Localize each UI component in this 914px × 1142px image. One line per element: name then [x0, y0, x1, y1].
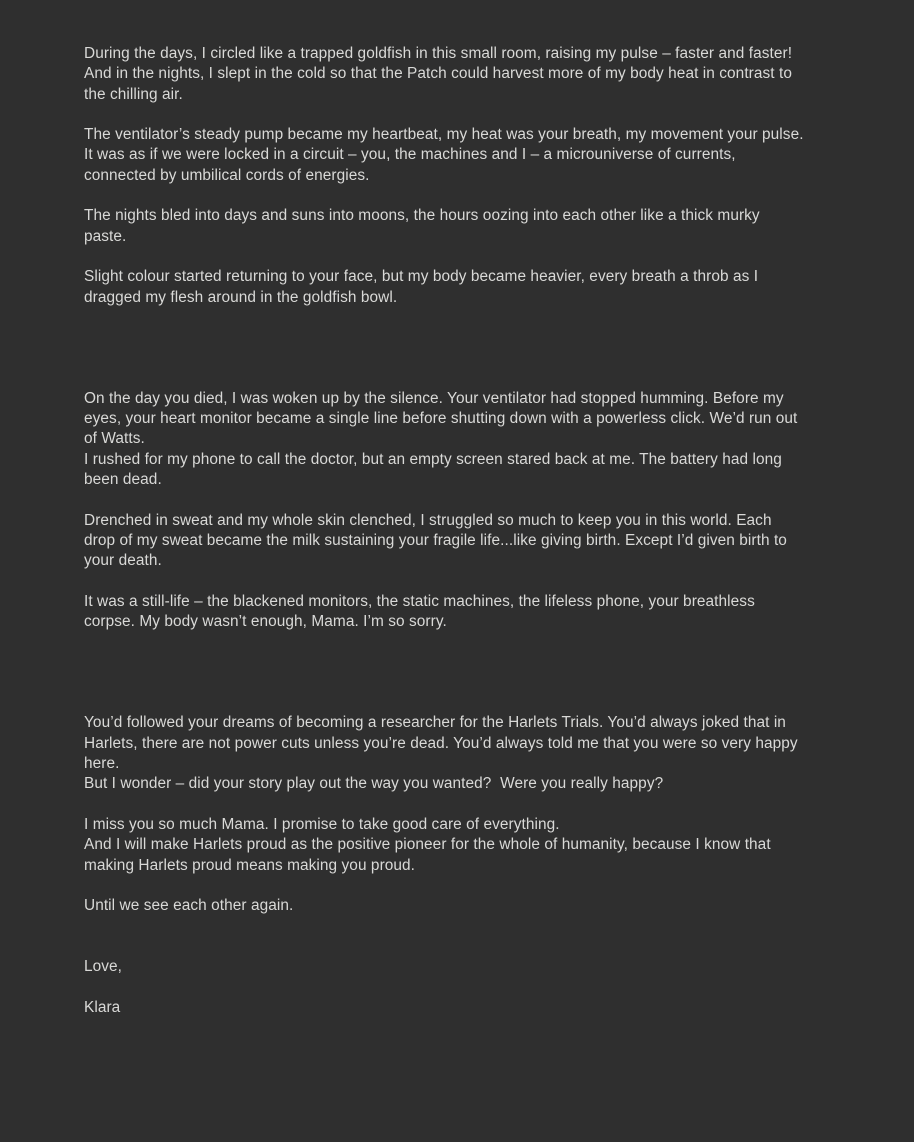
paragraph: And I will make Harlets proud as the positive pioneer for the whole of humanity, because I know that making Harlets proud means making you proud.	[84, 836, 776, 874]
paragraph: I miss you so much Mama. I promise to take good care of everything.	[84, 815, 560, 833]
paragraph: I rushed for my phone to call the doctor, but an empty screen stared back at me. The battery had long been dead.	[84, 450, 787, 489]
paragraph: Slight colour started returning to your face, but my body became heavier, every breath a throb as I dragged my flesh around in the goldfish bowl.	[84, 268, 763, 306]
paragraph: You’d followed your dreams of becoming a researcher for the Harlets Trials. You’d always joked that in Harlets, there are not power cuts unless you’re dead. You’d always told me that you were so very happy here.	[84, 714, 803, 773]
paragraph: Until we see each other again.	[84, 897, 294, 915]
letter-section-3	[84, 713, 804, 1017]
letter-signoff	[84, 957, 804, 1018]
paragraph: On the day you died, I was woken up by the silence. Your ventilator had stopped humming. Before my eyes, your heart monitor became a single line before shutting down with a powerless click. We’d run out of Watts.	[84, 389, 802, 448]
document-body	[84, 44, 808, 1018]
paragraph: During the days, I circled like a trapped goldfish in this small room, raising my pulse – faster and faster! And in the nights, I slept in the cold so that the Patch could harvest more of my body heat in contrast to the chilling air.	[84, 45, 797, 103]
letter-section-1	[84, 44, 808, 308]
paragraph: The ventilator’s steady pump became my heartbeat, my heat was your breath, my movement your pulse. It was as if we were locked in a circuit – you, the machines and I – a microuniverse of currents, connected by umbilical cords of energies.	[84, 126, 808, 184]
paragraph: The nights bled into days and suns into moons, the hours oozing into each other like a thick murky paste.	[84, 207, 765, 245]
paragraph: But I wonder – did your story play out the way you wanted? Were you really happy?	[84, 775, 664, 793]
signoff-signature: Klara	[84, 998, 121, 1016]
paragraph: Drenched in sweat and my whole skin clenched, I struggled so much to keep you in this world. Each drop of my sweat became the milk sustaining your fragile life...like giving birth. Except I’d given birth to your death.	[84, 511, 792, 570]
letter-section-2	[84, 389, 804, 633]
signoff-closing: Love,	[84, 957, 123, 975]
paragraph: It was a still-life – the blackened monitors, the static machines, the lifeless phone, your breathless corpse. My body wasn’t enough, Mama. I’m so sorry.	[84, 592, 760, 631]
